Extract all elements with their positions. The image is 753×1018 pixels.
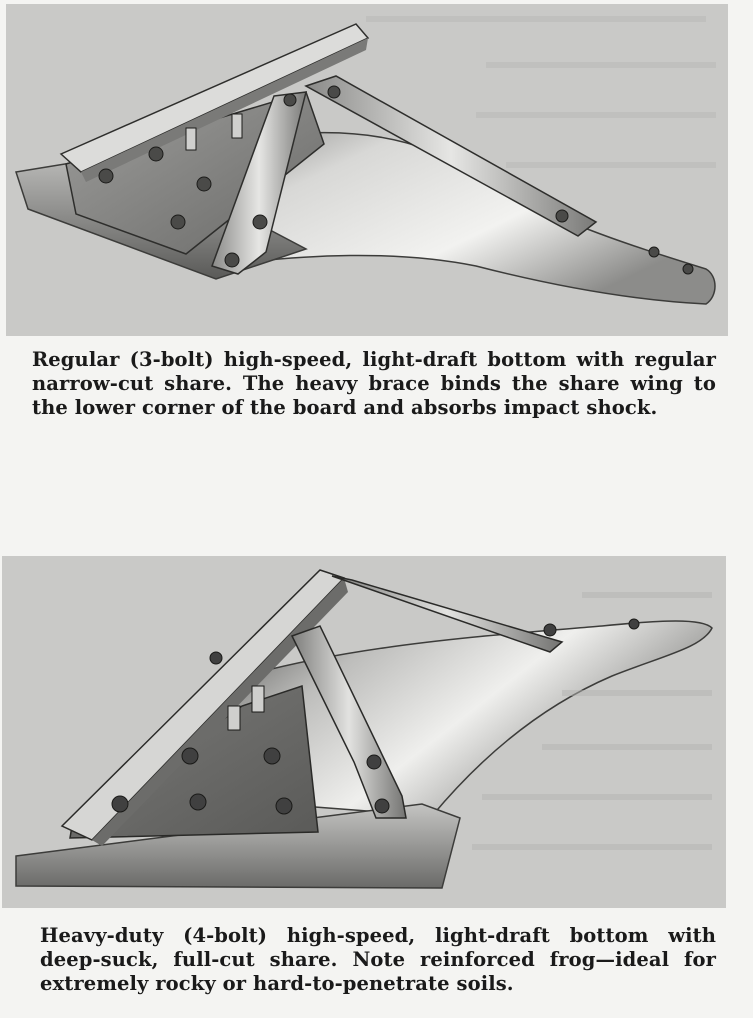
plow-bottom-illustration-bottom (2, 556, 726, 908)
caption-heavy-duty-plow-bottom: Heavy-duty (4-bolt) high-speed, light-draft bottom with deep-suck, full-cut share. Note reinforced frog—ideal for extremely rocky or hard-to-penetrate soils. (40, 924, 716, 995)
photo-regular-plow-bottom (6, 4, 728, 336)
caption-regular-plow-bottom: Regular (3-bolt) high-speed, light-draft bottom with regular narrow-cut share. The heavy brace binds the share wing to the lower corner of the board and absorbs impact shock. (32, 348, 716, 419)
photo-heavy-duty-plow-bottom (2, 556, 726, 908)
plow-bottom-illustration-top (6, 4, 728, 336)
